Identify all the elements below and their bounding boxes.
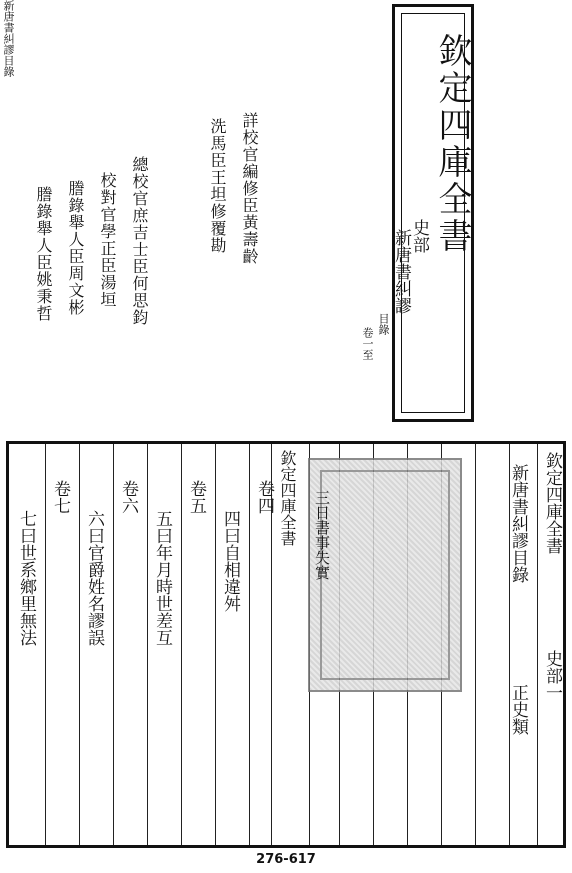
toc-entry-4: 四曰自相違舛 [220,510,240,612]
column-rule [215,444,216,845]
column-rule [147,444,148,845]
credit-reviser: 洗馬臣王坦修覆勘 [208,118,227,254]
column-rule [475,444,476,845]
toc-note: 目錄 [377,313,390,335]
credit-collator: 校對官學正臣湯垣 [98,172,117,308]
seal-inner-border [320,470,450,680]
credit-copyist-1: 謄錄舉人臣周文彬 [66,180,85,316]
page-number: 276-617 [256,852,316,867]
center-section: 目錄 [2,55,15,77]
volume-label-5: 卷五 [186,480,206,514]
column-rule [537,444,538,845]
page-series-title: 欽定四庫全書 [542,452,562,554]
toc-entry-3: 三日書事失實 [313,490,331,580]
column-rule [181,444,182,845]
page-book-title: 新唐書糾謬目錄 [508,464,528,583]
volume-note: 卷一至 [361,327,374,360]
title-box [361,4,474,422]
credit-chief-collator: 總校官庶吉士臣何思鈞 [130,156,149,326]
volume-label-4: 卷四 [254,480,274,514]
volume-label-7: 卷七 [50,480,70,514]
center-book-title: 新唐書糾謬 [2,0,15,55]
credit-proofreader: 詳校官編修臣黃壽齡 [240,112,259,265]
toc-entry-6: 六曰官爵姓名謬誤 [84,510,104,646]
category-label: 史部 [409,219,429,253]
page-class: 正史類 [508,684,528,735]
credit-copyist-2: 謄錄舉人臣姚秉哲 [34,186,53,322]
volume-label-6: 卷六 [118,480,138,514]
page-category: 史部一 [542,650,562,701]
column-rule [45,444,46,845]
toc-entry-7: 七曰世系鄉里無法 [16,510,36,646]
toc-entry-5: 五曰年月時世差互 [152,510,172,646]
book-title: 新唐書糾謬 [391,229,411,314]
column-rule [249,444,250,845]
column-rule [79,444,80,845]
center-series-title: 欽定四庫全書 [278,450,297,546]
book-series-title: 欽定四庫全書 [432,33,472,255]
column-rule [113,444,114,845]
